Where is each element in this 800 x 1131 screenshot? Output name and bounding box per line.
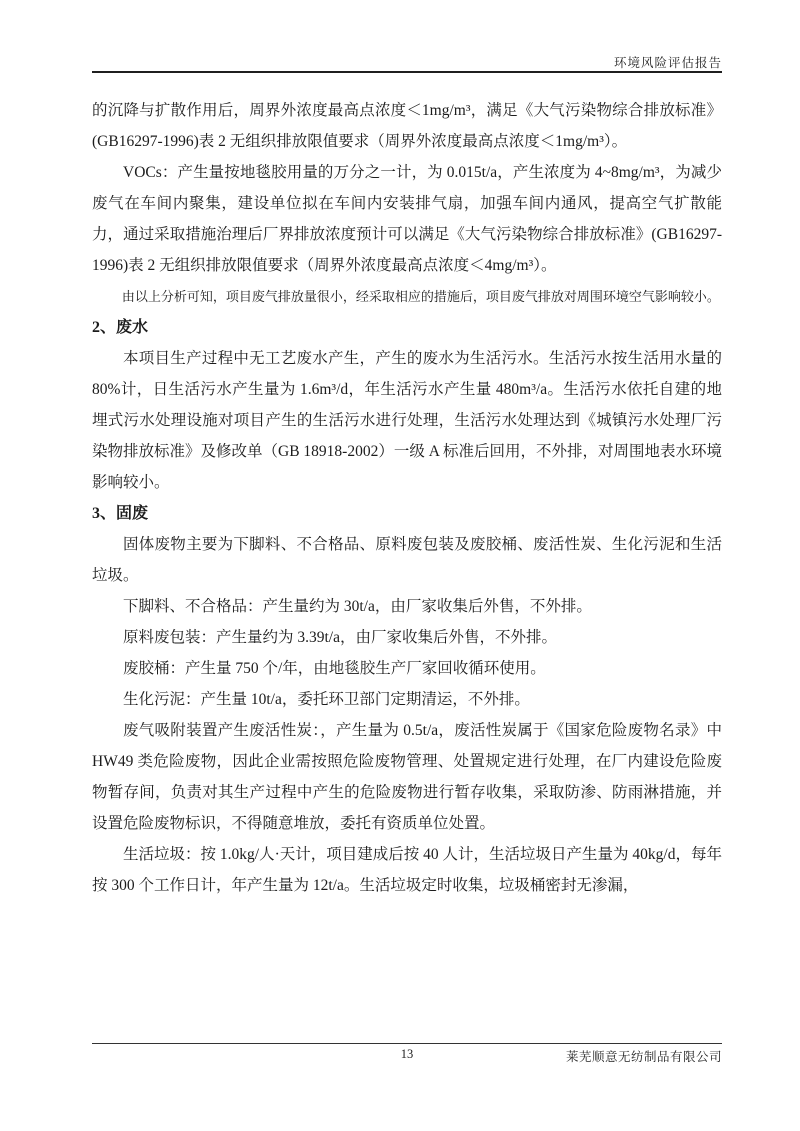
document-body bbox=[92, 95, 722, 901]
heading-solid-waste: 3、固废 bbox=[92, 505, 149, 522]
paragraph-waste-packaging: 原料废包装：产生量约为 3.39t/a，由厂家收集后外售，不外排。 bbox=[123, 629, 557, 646]
paragraph-solid-waste-overview: 固体废物主要为下脚料、不合格品、原料废包装及废胶桶、废活性炭、生化污泥和生活垃圾。 bbox=[92, 536, 722, 584]
header-rule bbox=[92, 71, 722, 73]
footer-page-number: 13 bbox=[400, 1047, 414, 1061]
paragraph-vocs: VOCs：产生量按地毯胶用量的万分之一计，为 0.015t/a，产生浓度为 4~8mg/m³，为减少废气在车间内聚集，建设单位拟在车间内安装排气扇，加强车间内通风，提高空气扩散能力，通过采取措施治理后厂界排放浓度预计可以满足《大气污染物综合排放标准》(GB16297-1996)表 2 无组织排放限值要求（周界外浓度最高点浓度＜4mg/m³）。 bbox=[92, 164, 722, 274]
footer-rule bbox=[92, 1043, 722, 1044]
paragraph-scraps-rejects: 下脚料、不合格品：产生量约为 30t/a，由厂家收集后外售，不外排。 bbox=[123, 598, 592, 615]
paragraph-wastewater: 本项目生产过程中无工艺废水产生，产生的废水为生活污水。生活污水按生活用水量的 80%计，日生活污水产生量为 1.6m³/d，年生活污水产生量 480m³/a。生活污水依托自建的地埋式污水处理设施对项目产生的生活污水进行处理，生活污水处理达到《城镇污水处理厂污染物排放标准》及修改单（GB 18918-2002）一级 A 标准后回用，不外排，对周围地表水环境影响较小。 bbox=[92, 350, 722, 491]
paragraph-biochemical-sludge: 生化污泥：产生量 10t/a，委托环卫部门定期清运，不外排。 bbox=[123, 691, 530, 708]
footer-company: 莱芜顺意无纺制品有限公司 bbox=[565, 1050, 722, 1064]
header-title: 环境风险评估报告 bbox=[613, 56, 722, 70]
heading-wastewater: 2、废水 bbox=[92, 319, 149, 336]
paragraph-domestic-garbage: 生活垃圾：按 1.0kg/人·天计，项目建成后按 40 人计，生活垃圾日产生量为 40kg/d，每年按 300 个工作日计，年产生量为 12t/a。生活垃圾定时收集，垃圾桶密封无渗漏， bbox=[92, 846, 722, 894]
paragraph-waste-gas-conclusion: 由以上分析可知，项目废气排放量很小，经采取相应的措施后，项目废气排放对周围环境空气影响较小。 bbox=[121, 289, 720, 304]
paragraph-waste-activated-carbon: 废气吸附装置产生废活性炭：，产生量为 0.5t/a，废活性炭属于《国家危险废物名录》中 HW49 类危险废物，因此企业需按照危险废物管理、处置规定进行处理，在厂内建设危险废物暂存间，负责对其生产过程中产生的危险废物进行暂存收集，采取防渗、防雨淋措施，并设置危险废物标识，不得随意堆放，委托有资质单位处置。 bbox=[92, 722, 722, 832]
paragraph-gas-dispersion: 的沉降与扩散作用后，周界外浓度最高点浓度＜1mg/m³，满足《大气污染物综合排放标准》(GB16297-1996)表 2 无组织排放限值要求（周界外浓度最高点浓度＜1mg/m³）。 bbox=[92, 102, 722, 150]
paragraph-glue-barrels: 废胶桶：产生量 750 个/年，由地毯胶生产厂家回收循环使用。 bbox=[123, 660, 546, 677]
